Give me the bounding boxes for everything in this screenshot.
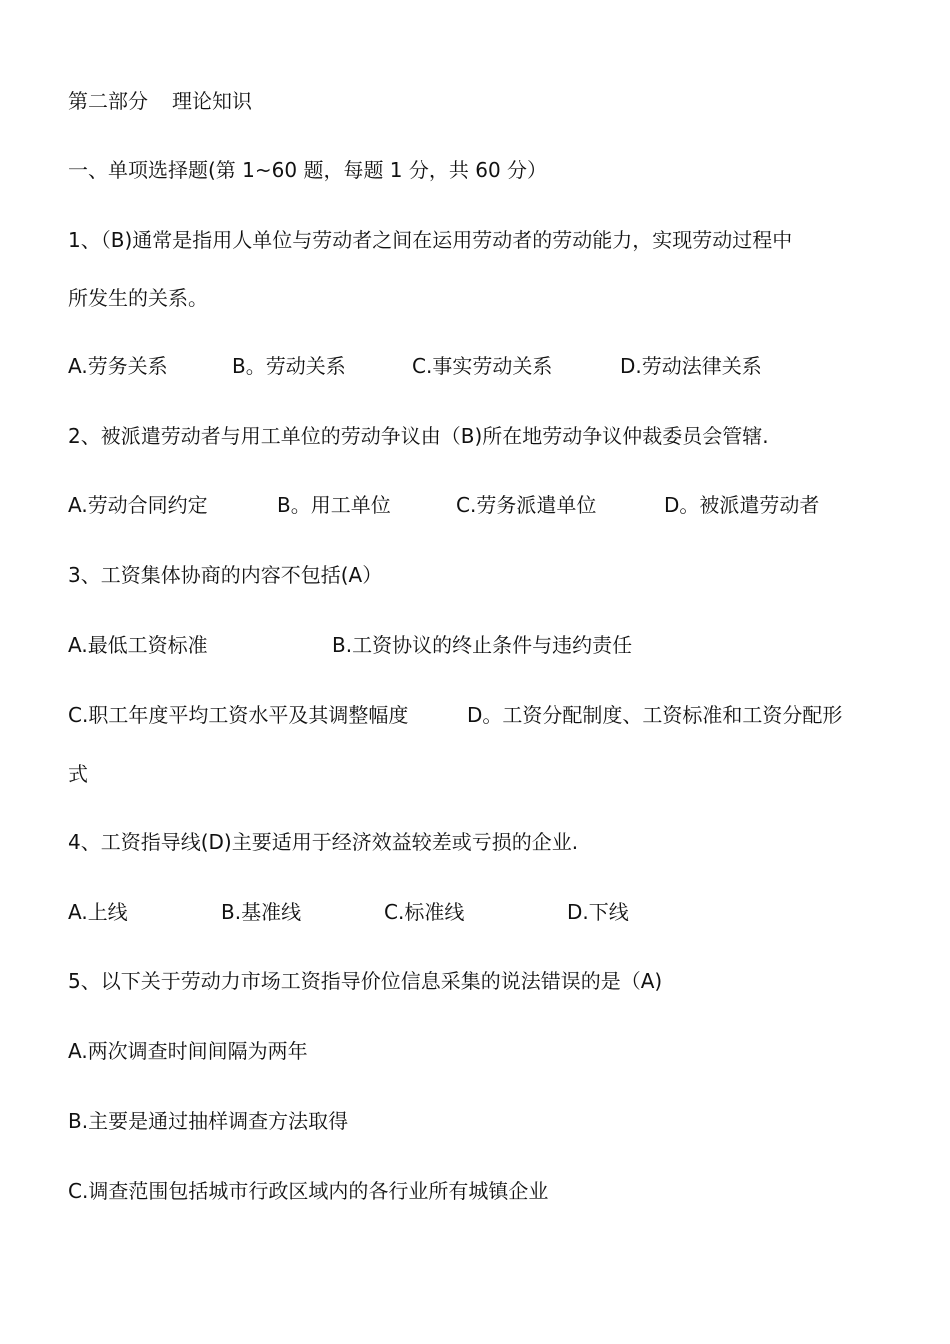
question-2-option-d: D。被派遣劳动者 <box>664 493 820 517</box>
question-3-option-d-continued: 式 <box>68 762 88 786</box>
question-1-line-1: 1、（B)通常是指用人单位与劳动者之间在运用劳动者的劳动能力，实现劳动过程中 <box>68 228 793 252</box>
question-3-line-1: 3、工资集体协商的内容不包括(A） <box>68 563 383 587</box>
question-1-option-a: A.劳务关系 <box>68 354 168 378</box>
question-1-option-b: B。劳动关系 <box>232 354 346 378</box>
question-4-option-b: B.基准线 <box>221 900 302 924</box>
question-1-option-c: C.事实劳动关系 <box>412 354 553 378</box>
question-4-option-d: D.下线 <box>567 900 629 924</box>
question-3-option-a: A.最低工资标准 <box>68 633 208 657</box>
question-3-option-c: C.职工年度平均工资水平及其调整幅度 <box>68 703 409 727</box>
question-4-option-c: C.标准线 <box>384 900 465 924</box>
part-heading <box>68 88 252 114</box>
question-2-option-c: C.劳务派遣单位 <box>456 493 597 517</box>
question-5-option-c: C.调查范围包括城市行政区域内的各行业所有城镇企业 <box>68 1179 549 1203</box>
question-4-line-1: 4、工资指导线(D)主要适用于经济效益较差或亏损的企业. <box>68 830 579 854</box>
question-5-option-b: B.主要是通过抽样调查方法取得 <box>68 1109 349 1133</box>
part-title: 理论知识 <box>172 89 252 113</box>
question-3-option-d: D。工资分配制度、工资标准和工资分配形 <box>467 703 843 727</box>
question-2-option-b: B。用工单位 <box>277 493 391 517</box>
question-5-line-1: 5、以下关于劳动力市场工资指导价位信息采集的说法错误的是（A) <box>68 969 663 993</box>
question-4-option-a: A.上线 <box>68 900 128 924</box>
part-label: 第二部分 <box>68 89 148 113</box>
question-5-option-a: A.两次调查时间间隔为两年 <box>68 1039 308 1063</box>
question-2-line-1: 2、被派遣劳动者与用工单位的劳动争议由（B)所在地劳动争议仲裁委员会管辖. <box>68 424 769 448</box>
question-3-option-b: B.工资协议的终止条件与违约责任 <box>332 633 633 657</box>
question-1-line-2: 所发生的关系。 <box>68 286 208 310</box>
section-heading: 一、单项选择题(第 1~60 题，每题 1 分，共 60 分） <box>68 158 548 182</box>
question-2-option-a: A.劳动合同约定 <box>68 493 208 517</box>
question-1-option-d: D.劳动法律关系 <box>620 354 762 378</box>
